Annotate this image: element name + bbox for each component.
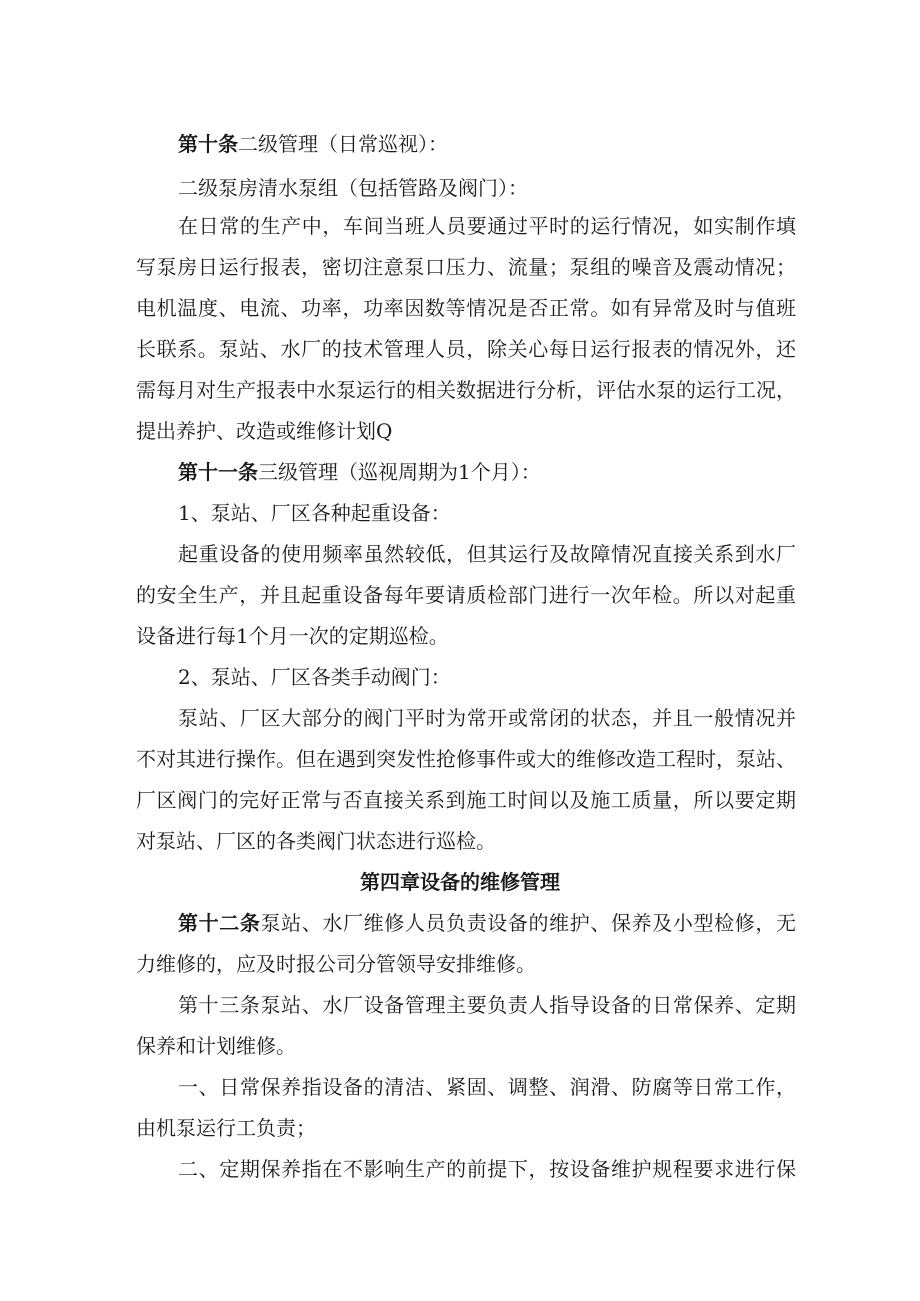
article-11-heading	[178, 456, 796, 488]
paragraph-line: 需每月对生产报表中水泵运行的相关数据进行分析，评估水泵的运行工况，	[136, 378, 796, 402]
article-text: 二级管理（日常巡视）：	[238, 132, 448, 156]
article-text: 泵站、水厂维修人员负责设备的维护、保养及小型检修，无	[260, 911, 796, 935]
paragraph-line: 泵站、厂区大部分的阀门平时为常开或常闭的状态，并且一般情况并	[178, 706, 796, 730]
paragraph-line: 在日常的生产中，车间当班人员要通过平时的运行情况，如实制作填	[178, 214, 796, 238]
paragraph-line: 由机泵运行工负责；	[136, 1116, 316, 1140]
article-text: 三级管理（巡视周期为1个月）：	[258, 460, 541, 484]
paragraph-line: 提出养护、改造或维修计划Q	[136, 419, 393, 443]
paragraph-line: 设备进行每1个月一次的定期巡检。	[136, 624, 449, 648]
paragraph-line: 保养和计划维修。	[136, 1034, 296, 1058]
paragraph-line: 写泵房日运行报表，密切注意泵口压力、流量；泵组的噪音及震动情况；	[136, 255, 796, 279]
paragraph-line: 二、定期保养指在不影响生产的前提下，按设备维护规程要求进行保	[178, 1157, 796, 1181]
paragraph-line: 二级泵房清水泵组（包括管路及阀门）：	[178, 176, 528, 200]
paragraph-line: 电机温度、电流、功率，功率因数等情况是否正常。如有异常及时与值班	[136, 296, 796, 320]
article-label: 第十二条	[178, 911, 261, 935]
list-item-heading: 2、泵站、厂区各类手动阀门：	[178, 665, 451, 689]
article-label: 第十一条	[178, 460, 258, 484]
article-12-heading	[178, 907, 796, 939]
paragraph-line: 力维修的，应及时报公司分管领导安排维修。	[136, 952, 536, 976]
paragraph-line: 的安全生产，并且起重设备每年要请质检部门进行一次年检。所以对起重	[136, 583, 796, 607]
paragraph-line: 第十三条泵站、水厂设备管理主要负责人指导设备的日常保养、定期	[178, 993, 796, 1017]
paragraph-line: 厂区阀门的完好正常与否直接关系到施工时间以及施工质量，所以要定期	[136, 788, 796, 812]
chapter-title: 第四章设备的维修管理	[360, 870, 560, 894]
article-label: 第十条	[178, 132, 238, 156]
paragraph-line: 不对其进行操作。但在遇到突发性抢修事件或大的维修改造工程时，泵站、	[136, 747, 796, 771]
article-10-heading	[178, 128, 796, 160]
list-item-heading: 1、泵站、厂区各种起重设备：	[178, 501, 451, 525]
paragraph-line: 一、日常保养指设备的清洁、紧固、调整、润滑、防腐等日常工作，	[178, 1075, 796, 1099]
paragraph-line: 对泵站、厂区的各类阀门状态进行巡检。	[136, 829, 496, 853]
paragraph-line: 长联系。泵站、水厂的技术管理人员，除关心每日运行报表的情况外，还	[136, 337, 796, 361]
paragraph-line: 起重设备的使用频率虽然较低，但其运行及故障情况直接关系到水厂	[178, 542, 796, 566]
